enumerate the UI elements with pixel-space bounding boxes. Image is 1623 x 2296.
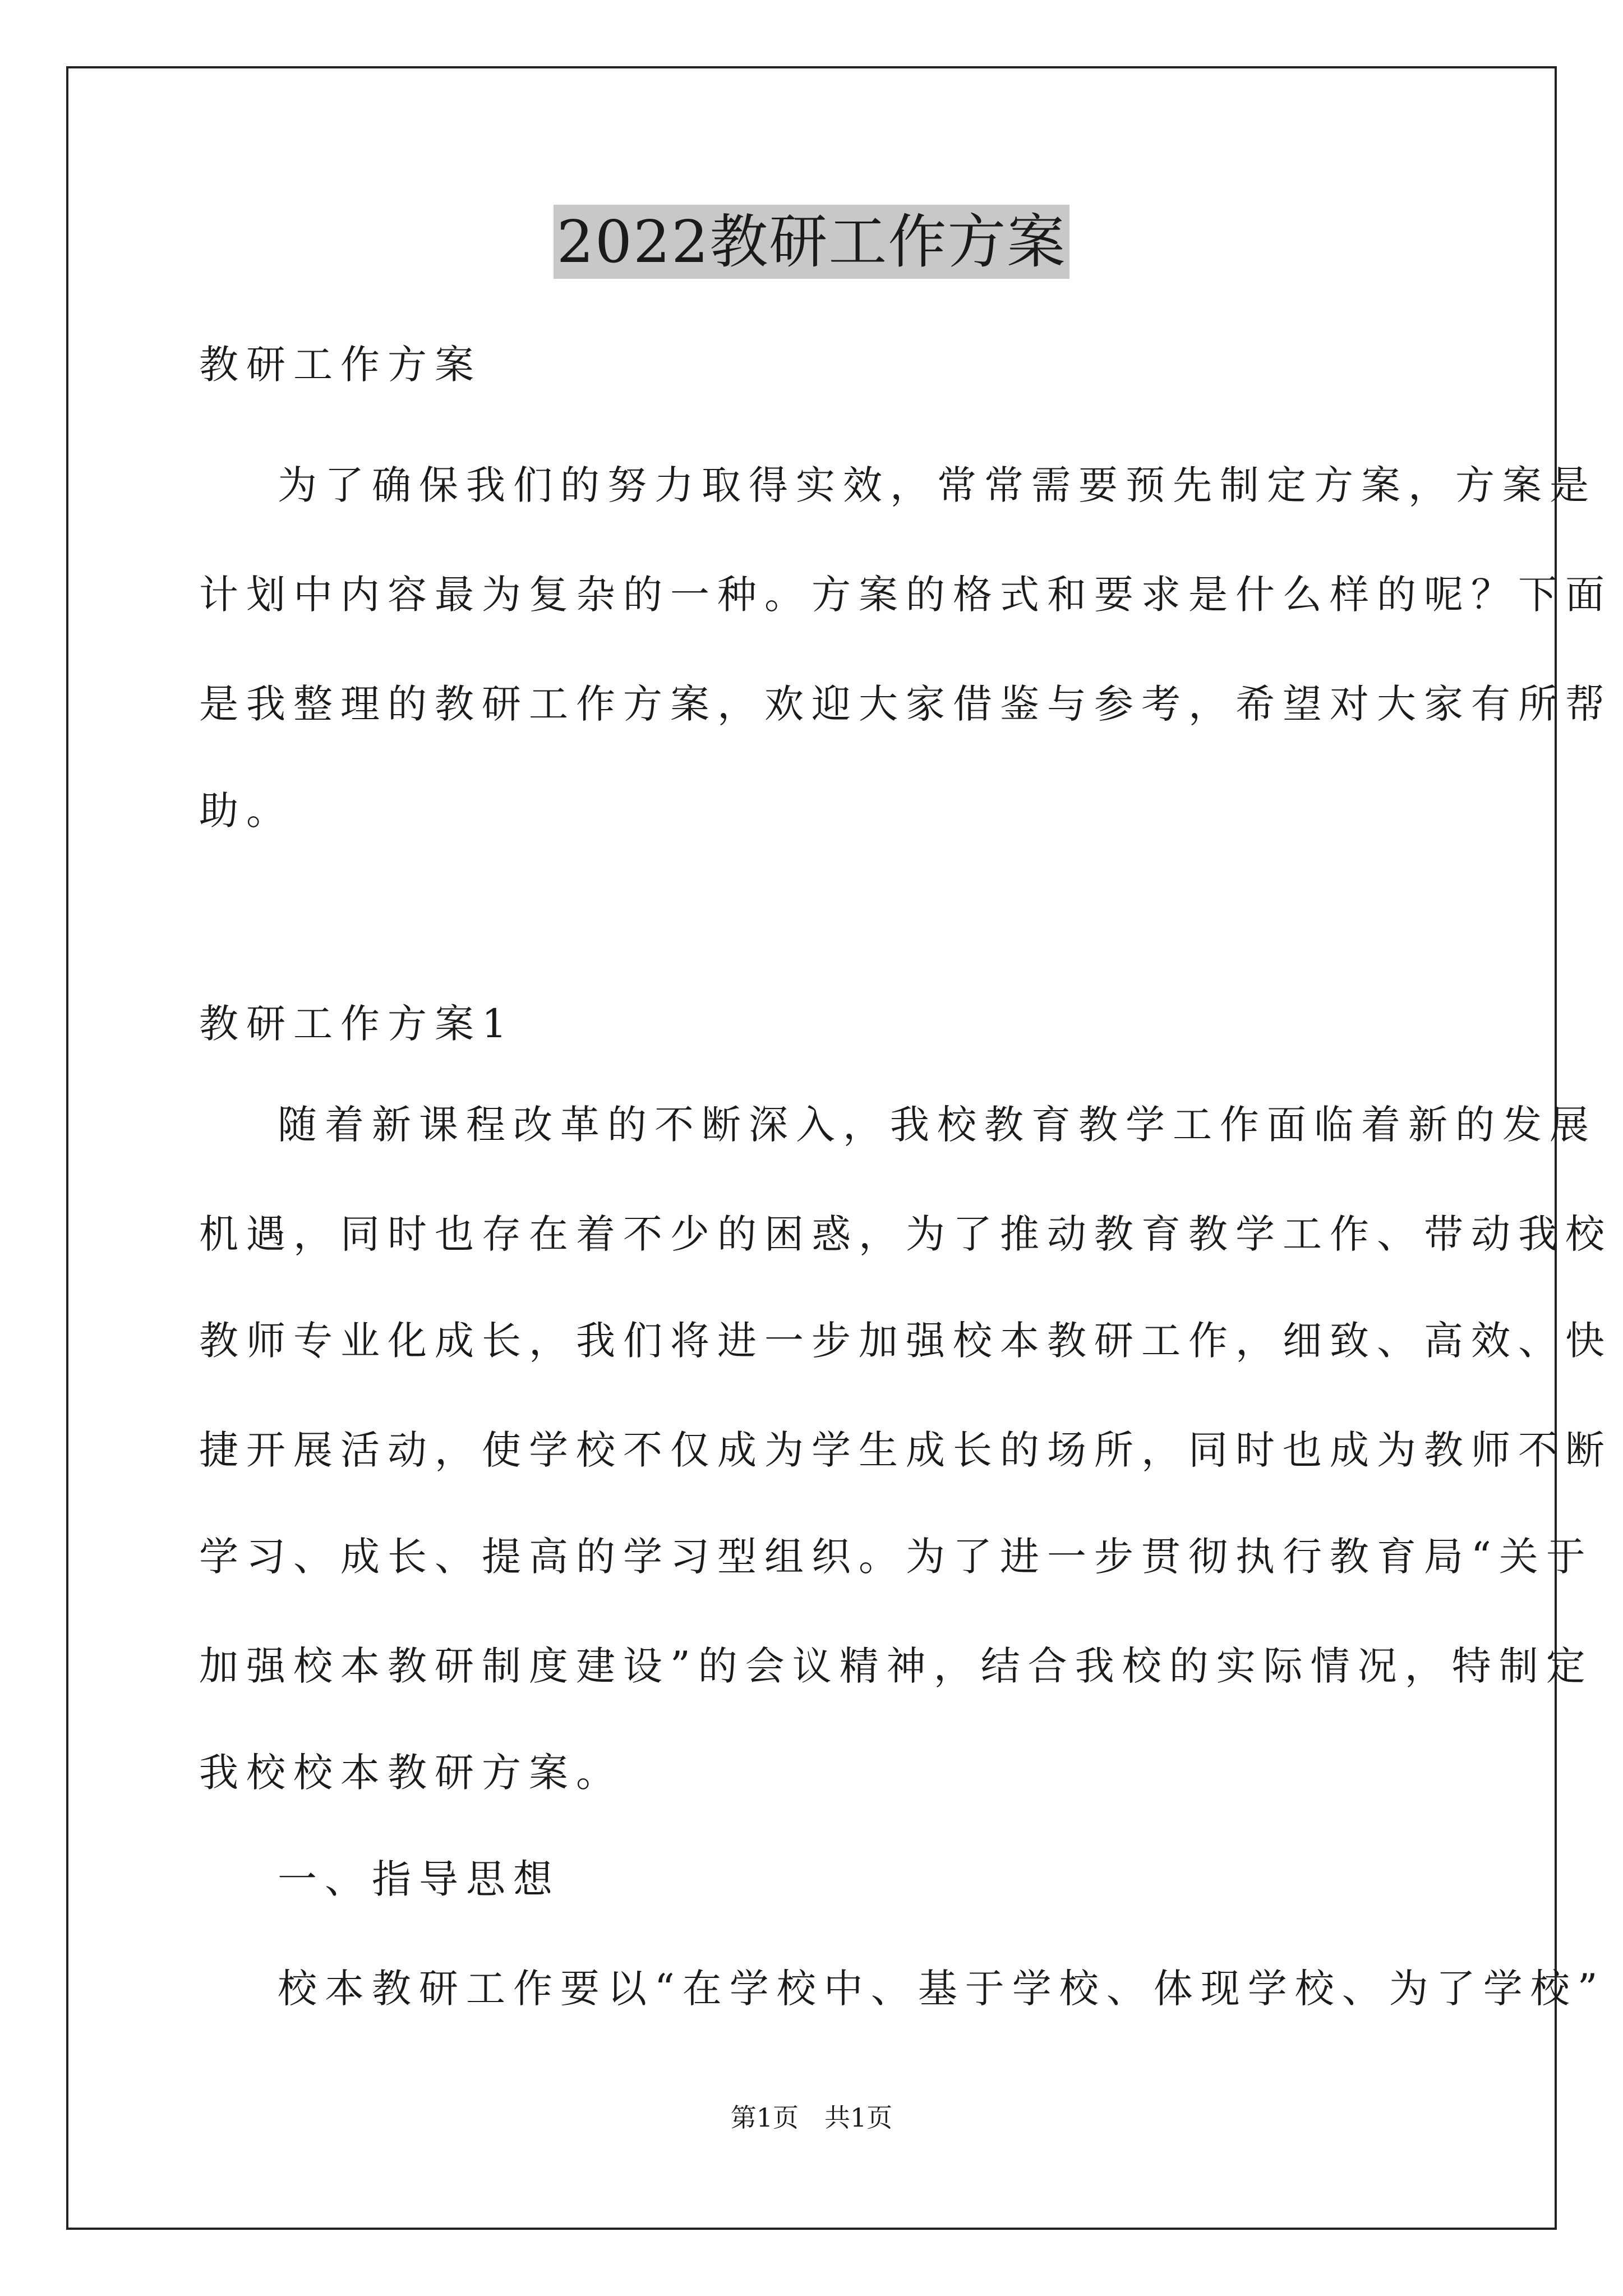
paragraph-line: 为了确保我们的努力取得实效，常常需要预先制定方案，方案是 xyxy=(278,462,1597,508)
paragraph-line: 我校校本教研方案。 xyxy=(199,1750,623,1796)
paragraph-line: 捷开展活动，使学校不仅成为学生成长的场所，同时也成为教师不断 xyxy=(199,1427,1612,1473)
paragraph-line: 校本教研工作要以“在学校中、基于学校、体现学校、为了学校” xyxy=(278,1966,1606,2012)
paragraph-line: 是我整理的教研工作方案，欢迎大家借鉴与参考，希望对大家有所帮 xyxy=(199,681,1612,727)
paragraph-line: 计划中内容最为复杂的一种。方案的格式和要求是什么样的呢？下面 xyxy=(199,572,1612,618)
paragraph-line: 机遇，同时也存在着不少的困惑，为了推动教育教学工作、带动我校 xyxy=(199,1211,1612,1257)
subsection-heading: 一、指导思想 xyxy=(278,1856,560,1902)
page-number-footer: 第1页 共1页 xyxy=(730,2102,893,2133)
paragraph-line: 助。 xyxy=(199,788,293,834)
paragraph-line: 随着新课程改革的不断深入，我校教育教学工作面临着新的发展 xyxy=(278,1102,1597,1148)
section-heading: 教研工作方案1 xyxy=(199,1001,515,1047)
section-heading: 教研工作方案 xyxy=(199,342,482,388)
title-container xyxy=(0,205,1623,279)
paragraph-line: 加强校本教研制度建设”的会议精神，结合我校的实际情况，特制定 xyxy=(199,1643,1593,1689)
paragraph-line: 教师专业化成长，我们将进一步加强校本教研工作，细致、高效、快 xyxy=(199,1318,1612,1364)
paragraph-line: 学习、成长、提高的学习型组织。为了进一步贯彻执行教育局“关于 xyxy=(199,1534,1593,1580)
document-title: 2022教研工作方案 xyxy=(554,205,1070,279)
